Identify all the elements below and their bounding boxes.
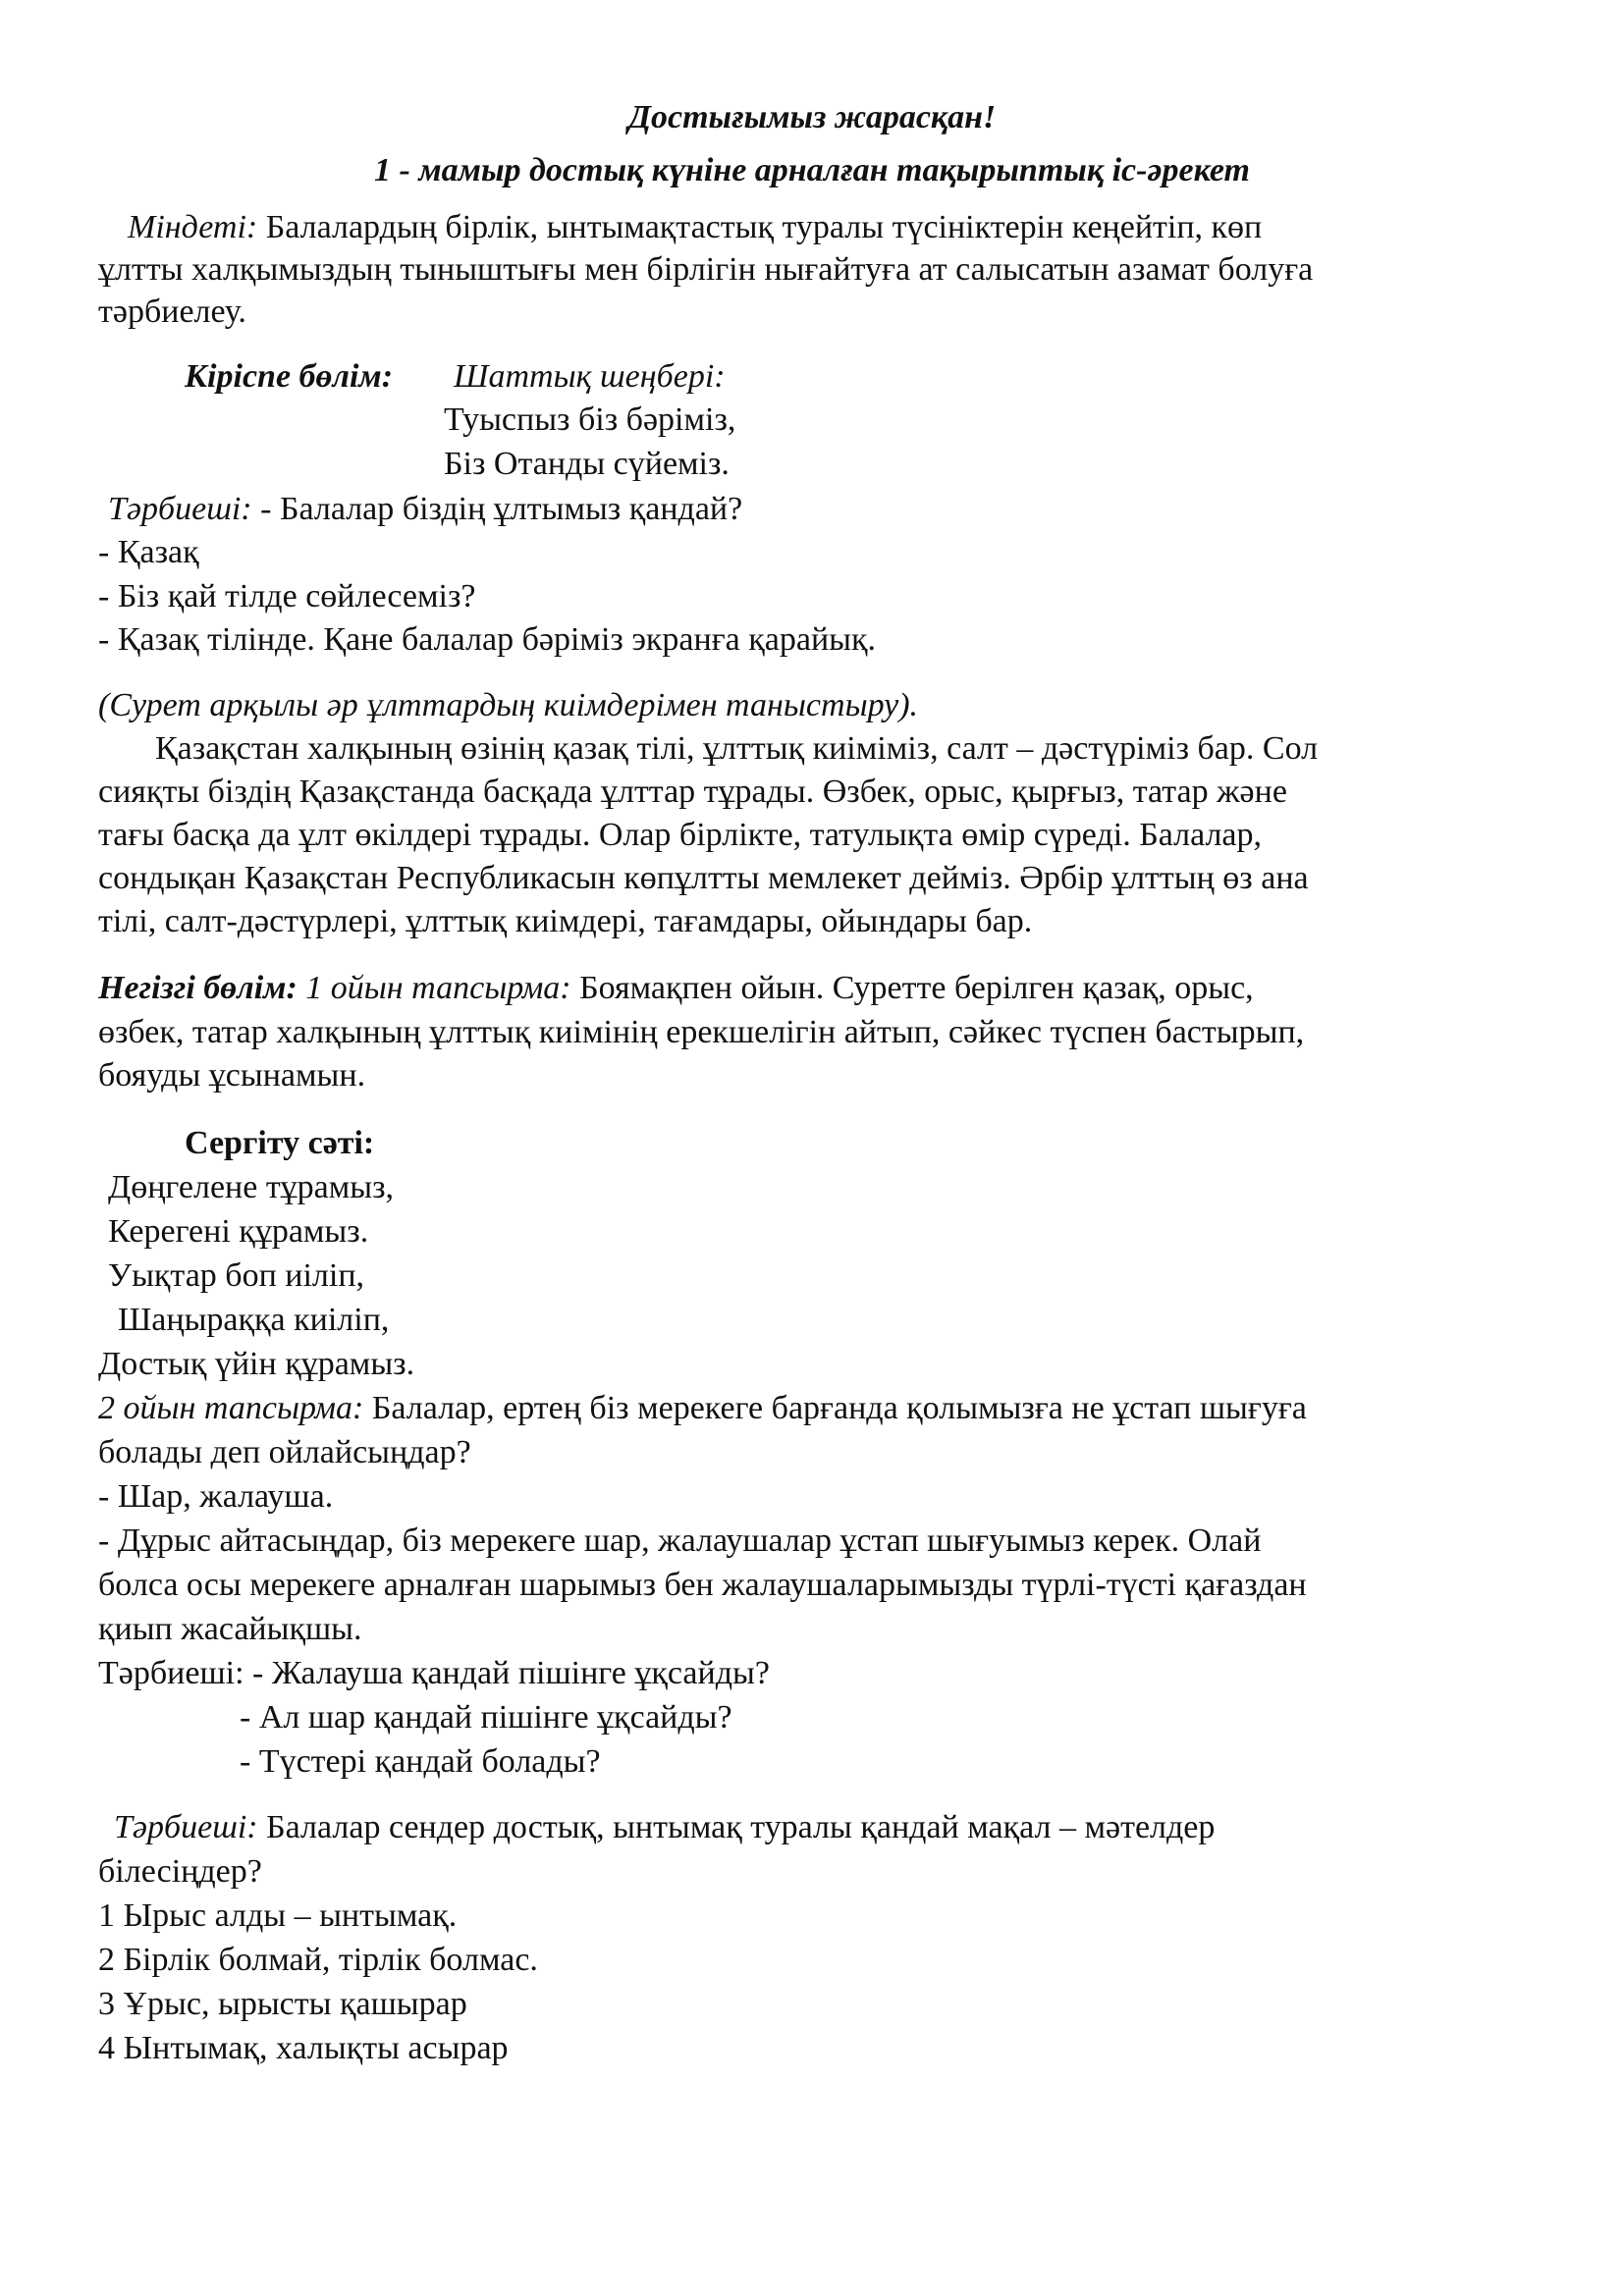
goal-label: Міндеті: [128,209,258,245]
paragraph1-line-4: сондықан Қазақстан Республикасын көпұлтты мемлекет дейміз. Әрбір ұлттың өз ана [98,860,1309,896]
goal-line-1 [128,206,1262,249]
proverbs-question-line-1: Тәрбиеші: Балалар сендер достық, ынтымақ туралы қандай мақал – мәтелдер [114,1809,1216,1845]
document-title: Достығымыз жарасқан! [627,99,997,135]
picture-note: (Сурет арқылы әр ұлттардың киімдерімен таныстыру). [98,687,919,723]
teacher-label-2: Тәрбиеші: [114,1809,258,1845]
teacher-label: Тәрбиеші: [108,491,252,527]
exercise-poem-line-3: Уықтар боп иіліп, [108,1257,365,1294]
dialog1-line-3: - Қазақ тілінде. Қане балалар бәріміз экранға қарайық. [98,621,877,658]
task2-line-1: 2 ойын тапсырма: Балалар, ертең біз мерекеге барғанда қолымызға не ұстап шығуға [98,1390,1307,1426]
goal-text-1: Балалардың бірлік, ынтымақтастық туралы түсініктерін кеңейтіп, көп [257,209,1263,245]
dialog1-line-1: - Қазақ [98,534,199,570]
paragraph1-line-2: сияқты біздің Қазақстанда басқада ұлттар тұрады. Өзбек, орыс, қырғыз, татар және [98,774,1287,810]
dialog1-line-2: - Біз қай тілде сөйлесеміз? [98,578,476,614]
paragraph1-line-1: Қазақстан халқының өзінің қазақ тілі, ұлттық киіміміз, салт – дәстүріміз бар. Сол [155,730,1319,767]
main-line-3: бояуды ұсынамын. [98,1057,366,1094]
intro-label: Кіріспе бөлім: [185,358,394,395]
exercise-poem-line-4: Шаңыраққа киіліп, [118,1302,390,1338]
exercise-poem-line-1: Дөңгелене тұрамыз, [108,1169,395,1205]
task2-line-4: - Дұрыс айтасыңдар, біз мерекеге шар, жалаушалар ұстап шығуымыз керек. Олай [98,1522,1262,1559]
main-line-1: Негізгі бөлім: 1 ойын тапсырма: Боямақпен ойын. Суретте берілген қазақ, орыс, [98,970,1254,1006]
intro-poem-line-2: Біз Отанды сүйеміз. [444,446,730,482]
dialog1-question: Тәрбиеші: - Балалар біздің ұлтымыз қандай? [108,491,743,527]
task2-line-5: болса осы мерекеге арналған шарымыз бен жалаушаларымызды түрлі-түсті қағаздан [98,1567,1307,1603]
proverbs-question-line-2: білесіңдер? [98,1853,262,1890]
paragraph1-line-5: тілі, салт-дәстүрлері, ұлттық киімдері, тағамдары, ойындары бар. [98,903,1033,939]
document-subtitle: 1 - мамыр достық күніне арналған тақырыптық іс-әрекет [374,152,1250,188]
exercise-poem-line-5: Достық үйін құрамыз. [98,1346,415,1382]
task1-label: 1 ойын тапсырма: [305,970,571,1006]
goal-line-3: тәрбиелеу. [98,294,246,330]
proverb-item: 3 Ұрыс, ырысты қашырар [98,1986,467,2022]
task2-line-6: қиып жасайықшы. [98,1611,362,1647]
exercise-label: Сергіту сәті: [185,1125,375,1161]
task2-line-2: болады деп ойлайсыңдар? [98,1434,471,1470]
task2-question-1: - Ал шар қандай пішінге ұқсайды? [240,1699,732,1735]
proverb-item: 2 Бірлік болмай, тірлік болмас. [98,1942,538,1978]
goal-line-2: ұлтты халқымыздың тыныштығы мен бірлігін нығайтуға ат салысатын азамат болуға [98,251,1314,288]
paragraph1-line-3: тағы басқа да ұлт өкілдері тұрады. Олар бірлікте, татулықта өмір сүреді. Балалар, [98,817,1263,853]
circle-label: Шаттық шеңбері: [454,358,726,395]
proverb-item: 4 Ынтымақ, халықты асырар [98,2030,509,2066]
task2-question-2: - Түстері қандай болады? [240,1743,601,1780]
main-line-2: өзбек, татар халқының ұлттық киімінің ерекшелігін айтып, сәйкес түспен бастырып, [98,1014,1305,1050]
task2-label: 2 ойын тапсырма: [98,1390,364,1426]
task2-line-7: Тәрбиеші: - Жалауша қандай пішінге ұқсайды? [98,1655,770,1691]
proverb-item: 1 Ырыс алды – ынтымақ. [98,1897,458,1934]
main-label: Негізгі бөлім: [98,970,298,1006]
intro-poem-line-1: Туыспыз біз бәріміз, [444,401,736,438]
exercise-poem-line-2: Керегені құрамыз. [108,1213,369,1250]
task2-line-3: - Шар, жалауша. [98,1478,334,1515]
